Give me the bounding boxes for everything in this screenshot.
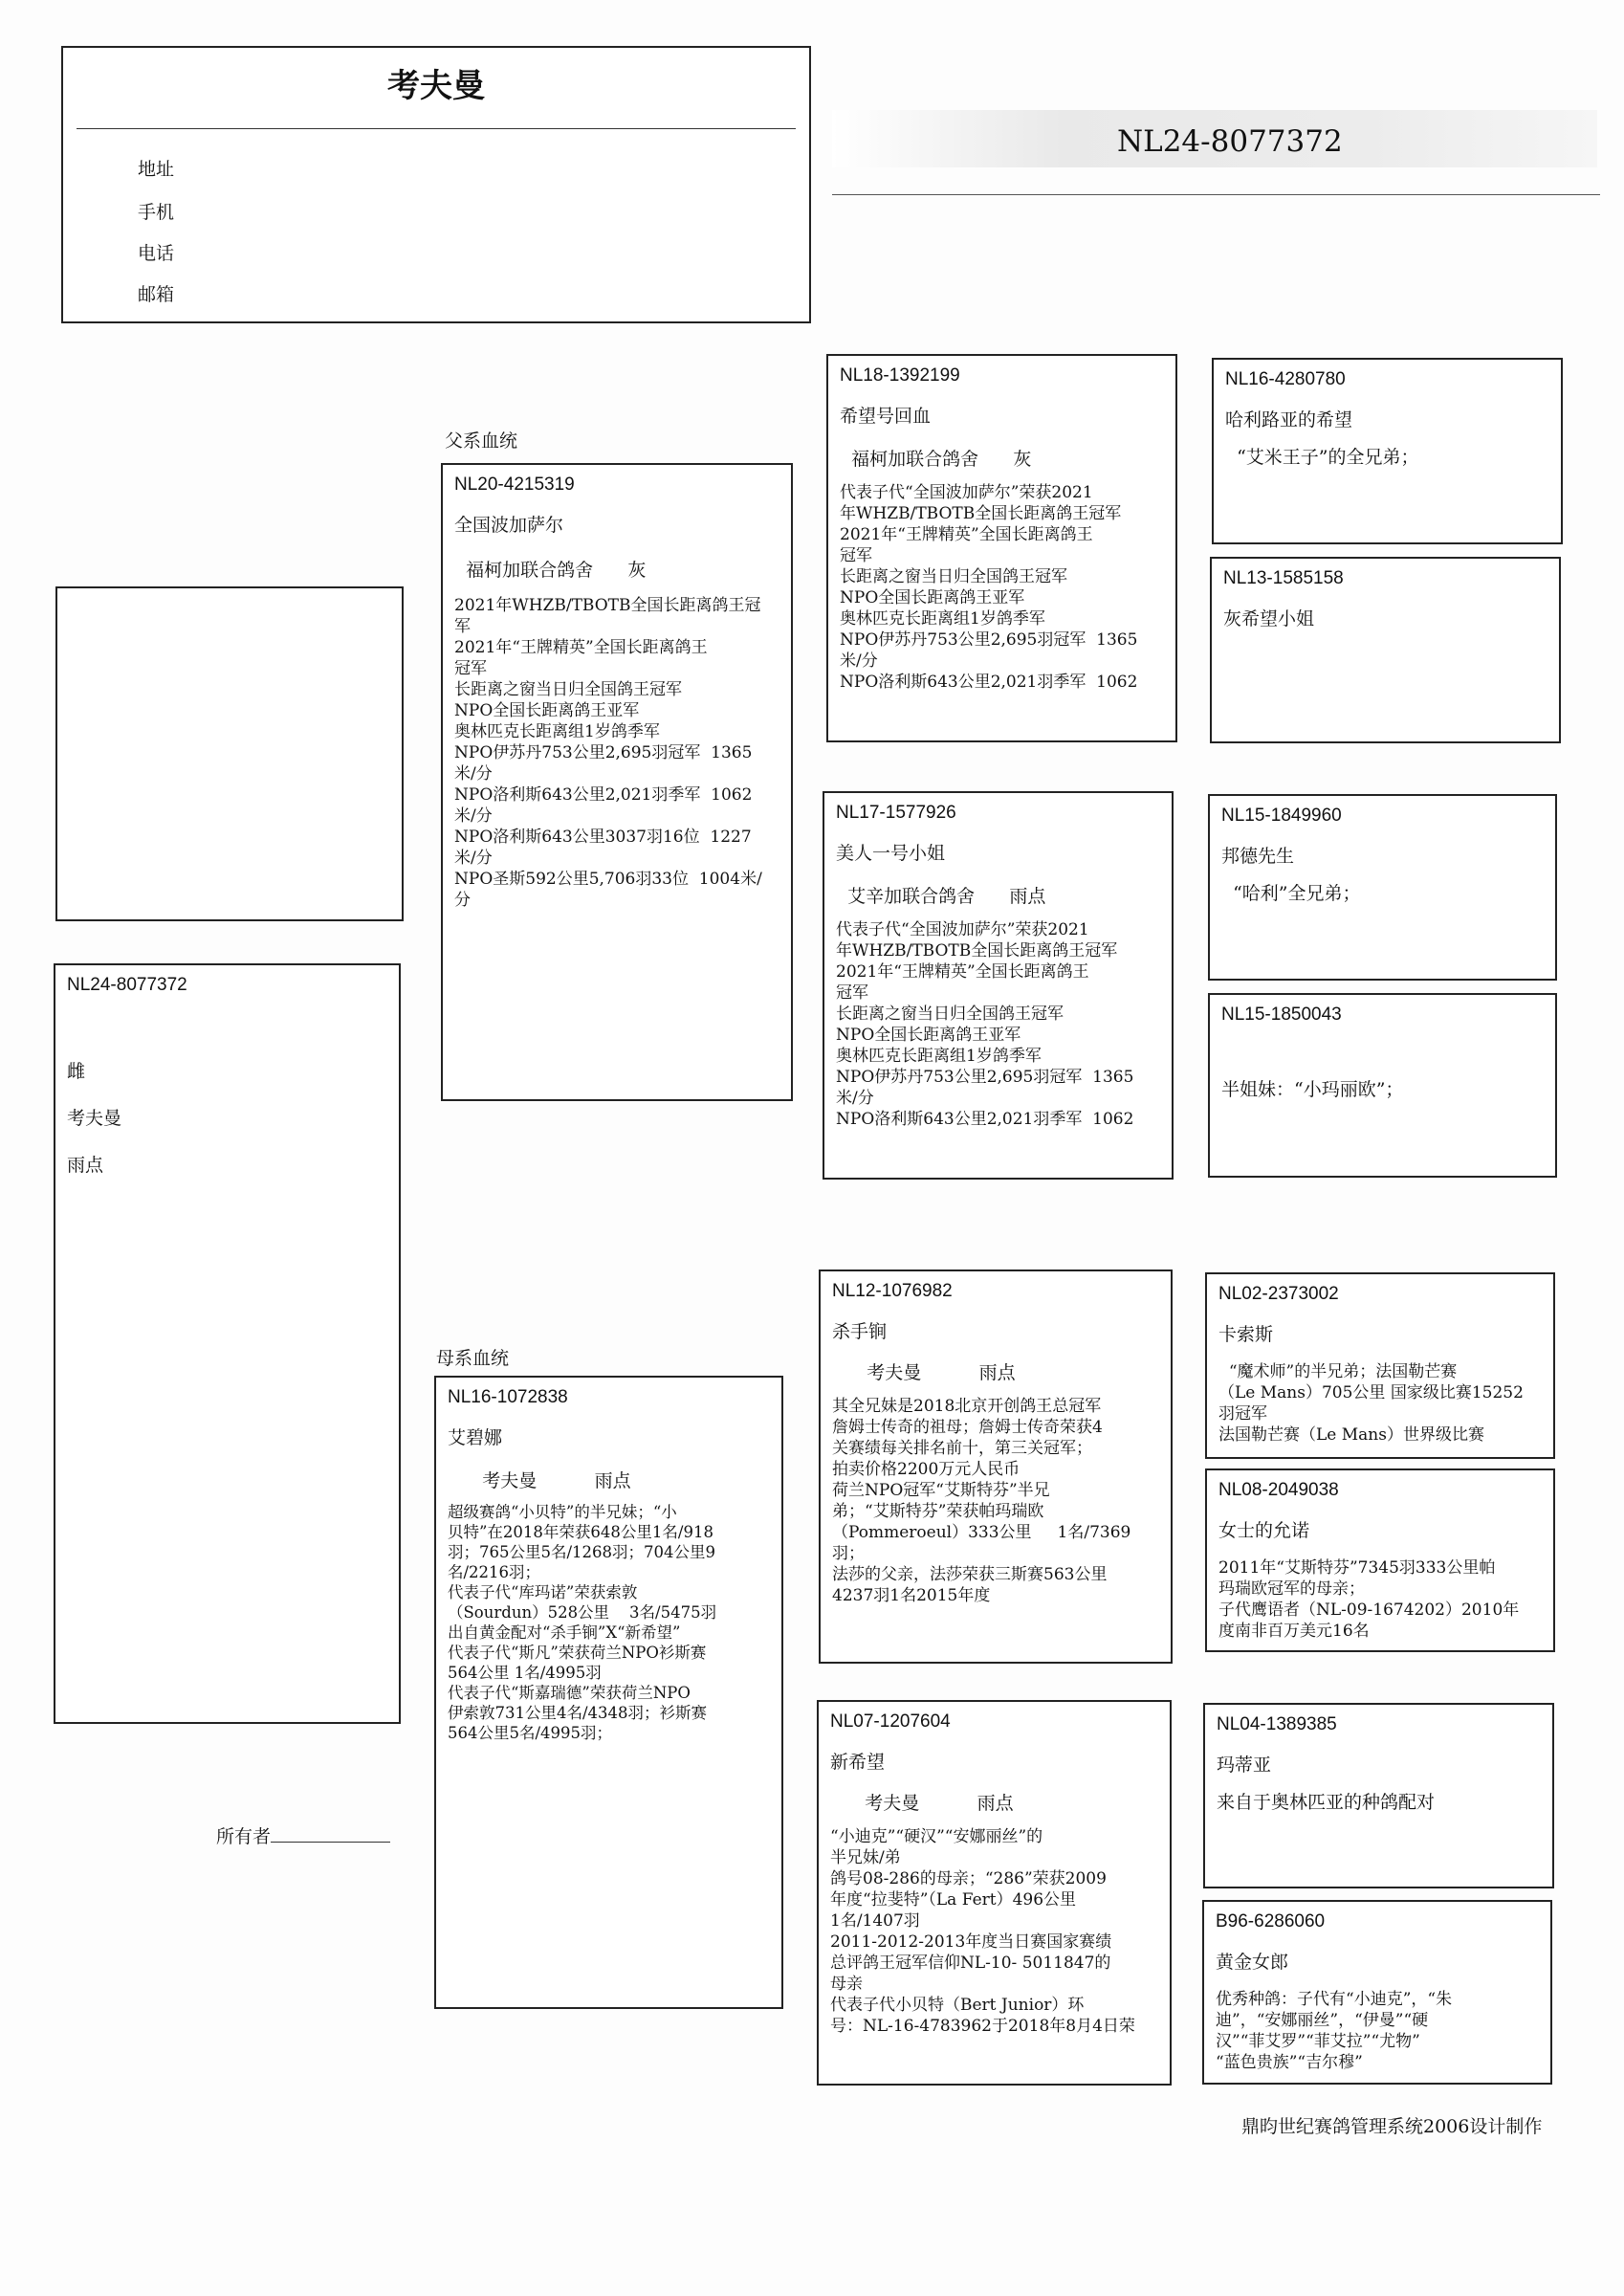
dds-description: 来自于奥林匹亚的种鸽配对 <box>1217 1792 1436 1813</box>
dds-ring: NL04-1389385 <box>1217 1714 1337 1734</box>
footer-credit: 鼎昀世纪赛鸽管理系统2006设计制作 <box>1241 2116 1543 2137</box>
dd-box <box>817 1700 1172 2086</box>
owner-signature-line <box>216 1822 390 1848</box>
ssd-name: 灰希望小姐 <box>1223 608 1315 629</box>
sss-box <box>1212 358 1563 544</box>
ds-breeder-color: 考夫曼 雨点 <box>832 1362 1016 1383</box>
dd-name: 新希望 <box>830 1752 886 1773</box>
dsd-box <box>1205 1468 1555 1652</box>
ssd-ring: NL13-1585158 <box>1223 568 1344 588</box>
sdd-box <box>1208 993 1557 1178</box>
dd-description: “小迪克”“硬汉”“安娜丽丝”的 半兄妹/弟 鸽号08-286的母亲；“286”荣获2009 年度“拉斐特”（La Fert）496公里 1名/1407羽 2011-2012-2013年度当日赛国家赛绩 总评鸽王冠军信仰NL-10- 5011847的 母亲 代表子代小贝特（Bert Junior）环 号：NL-16-4783962于2018年8月4日荣 <box>830 1827 1135 2036</box>
dss-box <box>1205 1272 1555 1459</box>
subject-breeder: 考夫曼 <box>67 1108 122 1129</box>
subject-box <box>54 963 401 1724</box>
ssd-box <box>1210 557 1561 743</box>
dsd-name: 女士的允诺 <box>1218 1520 1310 1541</box>
ss-breeder-color: 福柯加联合鸽舍 灰 <box>840 449 1032 470</box>
dam-name: 艾碧娜 <box>448 1427 503 1448</box>
dam-breeder-color: 考夫曼 雨点 <box>448 1470 631 1491</box>
sd-box <box>823 791 1174 1180</box>
dam-box <box>434 1376 783 2009</box>
sd-name: 美人一号小姐 <box>836 843 946 864</box>
ss-name: 希望号回血 <box>840 406 932 427</box>
sd-ring: NL17-1577926 <box>836 803 956 823</box>
dss-ring: NL02-2373002 <box>1218 1284 1339 1304</box>
ddd-description: 优秀种鸽：子代有“小迪克”，“朱 迪”，“安娜丽丝”，“伊曼”“硬 汉”“菲艾罗”“菲艾拉”“尤物” “蓝色贵族”“吉尔穆” <box>1216 1990 1453 2072</box>
sdd-ring: NL15-1850043 <box>1221 1004 1342 1025</box>
subject-ring: NL24-8077372 <box>67 975 187 995</box>
sire-name: 全国波加萨尔 <box>454 515 564 536</box>
dss-name: 卡索斯 <box>1218 1324 1274 1345</box>
dds-box <box>1203 1703 1554 1888</box>
photo-placeholder <box>55 586 404 921</box>
mobile-label: 手机 <box>138 202 175 223</box>
ddd-ring: B96-6286060 <box>1216 1911 1326 1932</box>
sds-name: 邦德先生 <box>1221 846 1295 867</box>
sss-ring: NL16-4280780 <box>1225 369 1346 389</box>
ddd-box <box>1202 1900 1552 2085</box>
dd-breeder-color: 考夫曼 雨点 <box>830 1793 1014 1814</box>
sss-name: 哈利路亚的希望 <box>1225 409 1353 430</box>
sds-box <box>1208 794 1557 981</box>
dss-description: “魔术师”的半兄弟；法国勒芒赛 （Le Mans）705公里 国家级比赛15252 羽冠军 法国勒芒赛（Le Mans）世界级比赛 <box>1218 1362 1524 1445</box>
subject-sex: 雌 <box>67 1061 86 1082</box>
owner-label: 所有者 <box>216 1826 272 1847</box>
ss-description: 代表子代“全国波加萨尔”荣获2021 年WHZB/TBOTB全国长距离鸽王冠军 2021年“王牌精英”全国长距离鸽王 冠军 长距离之窗当日归全国鸽王冠军 NPO全国长距离鸽王亚军 奥林匹克长距离组1岁鸽季军 NPO伊苏丹753公里2,695羽冠军 1365 米/分 NPO洛利斯643公里2,021羽季军 1062 <box>840 483 1138 692</box>
dsd-ring: NL08-2049038 <box>1218 1480 1339 1500</box>
address-label: 地址 <box>138 159 175 180</box>
dsd-description: 2011年“艾斯特芬”7345羽333公里帕 玛瑞欧冠军的母亲； 子代鹰语者（NL-09-1674202）2010年 度南非百万美元16名 <box>1218 1558 1520 1641</box>
owner-name: 考夫曼 <box>387 67 485 105</box>
owner-card-divider <box>77 128 796 129</box>
sire-breeder-color: 福柯加联合鸽舍 灰 <box>454 560 647 581</box>
owner-card <box>61 46 811 323</box>
dam-ring: NL16-1072838 <box>448 1387 568 1407</box>
subject-color: 雨点 <box>67 1155 104 1176</box>
dds-name: 玛蒂亚 <box>1217 1755 1272 1776</box>
phone-label: 电话 <box>138 243 175 264</box>
dam-section-label: 母系血统 <box>436 1348 510 1369</box>
dd-ring: NL07-1207604 <box>830 1711 951 1732</box>
header-underline <box>832 194 1600 195</box>
ss-box <box>826 354 1177 742</box>
sire-section-label: 父系血统 <box>445 430 518 452</box>
sds-ring: NL15-1849960 <box>1221 806 1342 826</box>
sd-breeder-color: 艾辛加联合鸽舍 雨点 <box>836 886 1046 907</box>
ds-name: 杀手锏 <box>832 1321 888 1342</box>
ss-ring: NL18-1392199 <box>840 365 960 386</box>
dam-description: 超级赛鸽“小贝特”的半兄妹；“小 贝特”在2018年荣获648公里1名/918 羽；765公里5名/1268羽；704公里9 名/2216羽； 代表子代“库玛诺”荣获索敦 （Sourdun）528公里 3名/5475羽 出自黄金配对“杀手锏”X“新希望” 代表子代“斯凡”荣获荷兰NPO衫斯赛 564公里 1名/4995羽 代表子代“斯嘉瑞德”荣获荷兰NPO 伊索敦731公里4名/4348羽；衫斯赛 564公里5名/4995羽； <box>448 1503 717 1742</box>
sd-description: 代表子代“全国波加萨尔”荣获2021 年WHZB/TBOTB全国长距离鸽王冠军 2021年“王牌精英”全国长距离鸽王 冠军 长距离之窗当日归全国鸽王冠军 NPO全国长距离鸽王亚军 奥林匹克长距离组1岁鸽季军 NPO伊苏丹753公里2,695羽冠军 1365 米/分 NPO洛利斯643公里2,021羽季军 1062 <box>836 920 1134 1129</box>
ds-box <box>819 1269 1173 1664</box>
sire-ring: NL20-4215319 <box>454 475 575 495</box>
sdd-description: 半姐妹：“小玛丽欧”； <box>1221 1079 1404 1100</box>
email-label: 邮箱 <box>138 284 175 305</box>
sire-description: 2021年WHZB/TBOTB全国长距离鸽王冠 军 2021年“王牌精英”全国长距离鸽王 冠军 长距离之窗当日归全国鸽王冠军 NPO全国长距离鸽王亚军 奥林匹克长距离组1岁鸽季军 NPO伊苏丹753公里2,695羽冠军 1365 米/分 NPO洛利斯643公里2,021羽季军 1062 米/分 NPO洛利斯643公里3037羽16位 1227 米/分 NPO圣斯592公里5,706羽33位 1004米/ 分 <box>454 596 762 910</box>
sss-description: “艾米王子”的全兄弟； <box>1225 447 1419 468</box>
ds-ring: NL12-1076982 <box>832 1281 953 1301</box>
sire-box <box>441 463 793 1101</box>
ds-description: 其全兄妹是2018北京开创鸽王总冠军 詹姆士传奇的祖母；詹姆士传奇荣获4 关赛绩每关排名前十，第三关冠军； 拍卖价格2200万元人民币 荷兰NPO冠军“艾斯特芬”半兄 弟；“艾斯特芬”荣获帕玛瑞欧 （Pommeroeul）333公里 1名/7369 羽； 法莎的父亲，法莎荣获三斯赛563公里 4237羽1名2015年度 <box>832 1397 1131 1605</box>
header-ring-number: NL24-8077372 <box>1117 124 1343 159</box>
ddd-name: 黄金女郎 <box>1216 1952 1289 1973</box>
sds-description: “哈利”全兄弟； <box>1221 883 1361 904</box>
